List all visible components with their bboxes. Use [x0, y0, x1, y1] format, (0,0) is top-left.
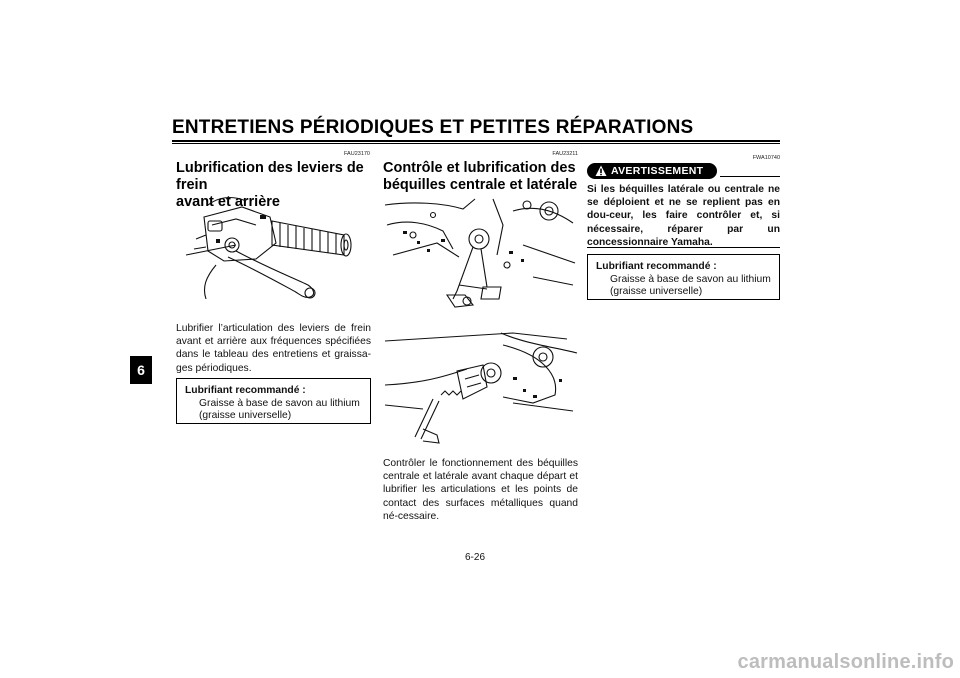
chapter-tab: 6: [130, 356, 152, 384]
brake-lever-illustration: [176, 195, 371, 305]
lubricant-line: Graisse à base de savon au lithium: [610, 273, 771, 285]
lubricant-box: [587, 254, 780, 300]
warning-label: AVERTISSEMENT: [611, 165, 704, 177]
page-number: 6-26: [465, 552, 486, 563]
section-title-stands: Contrôle et lubrification des béquilles centrale et latérale: [383, 160, 578, 193]
lubricant-line: (graisse universelle): [199, 410, 292, 421]
side-stand-illustration: [383, 325, 578, 447]
lubricant-title: Lubrifiant recommandé :: [596, 261, 717, 272]
lubricant-line: Graisse à base de savon au lithium: [199, 397, 360, 409]
section-title-brake-levers: Lubrification des leviers de frein avant et arrière: [176, 160, 364, 210]
center-stand-illustration: [383, 195, 578, 313]
page-header-title: ENTRETIENS PÉRIODIQUES ET PETITES RÉPARATIONS: [172, 117, 694, 138]
lubricant-line: (graisse universelle): [610, 286, 703, 297]
body-text-brake-levers: Lubrifier l’articulation des leviers de frein avant et arrière aux fréquences spécifiées dans le tableau des entretiens et graissa-ges périodiques.: [176, 323, 371, 374]
lubricant-title: Lubrifiant recommandé :: [185, 385, 306, 396]
warning-badge: [587, 163, 717, 179]
warning-text: Si les béquilles latérale ou centrale ne se déploient et ne se replient pas en dou-ceur, les faire contrôler et, si nécessaire, réparer par un concessionnaire Yamaha.: [587, 184, 780, 248]
reference-code: FAU23211: [552, 151, 578, 157]
reference-code: FAU23170: [344, 151, 370, 157]
lubricant-box: [176, 378, 371, 424]
warning-triangle-icon: [595, 165, 607, 177]
header-rule: [172, 140, 780, 142]
watermark-link[interactable]: carmanualsonline.info: [737, 651, 954, 673]
warning-bottom-rule: [587, 247, 780, 248]
header-rule-thin: [172, 143, 780, 144]
warning-rule: [720, 176, 780, 177]
body-text-stands: Contrôler le fonctionnement des béquilles centrale et latérale avant chaque départ et lubrifier les articulations et les points de contact des surfaces métalliques quand né-cessaire.: [383, 458, 578, 522]
reference-code: FWA10740: [752, 155, 780, 161]
